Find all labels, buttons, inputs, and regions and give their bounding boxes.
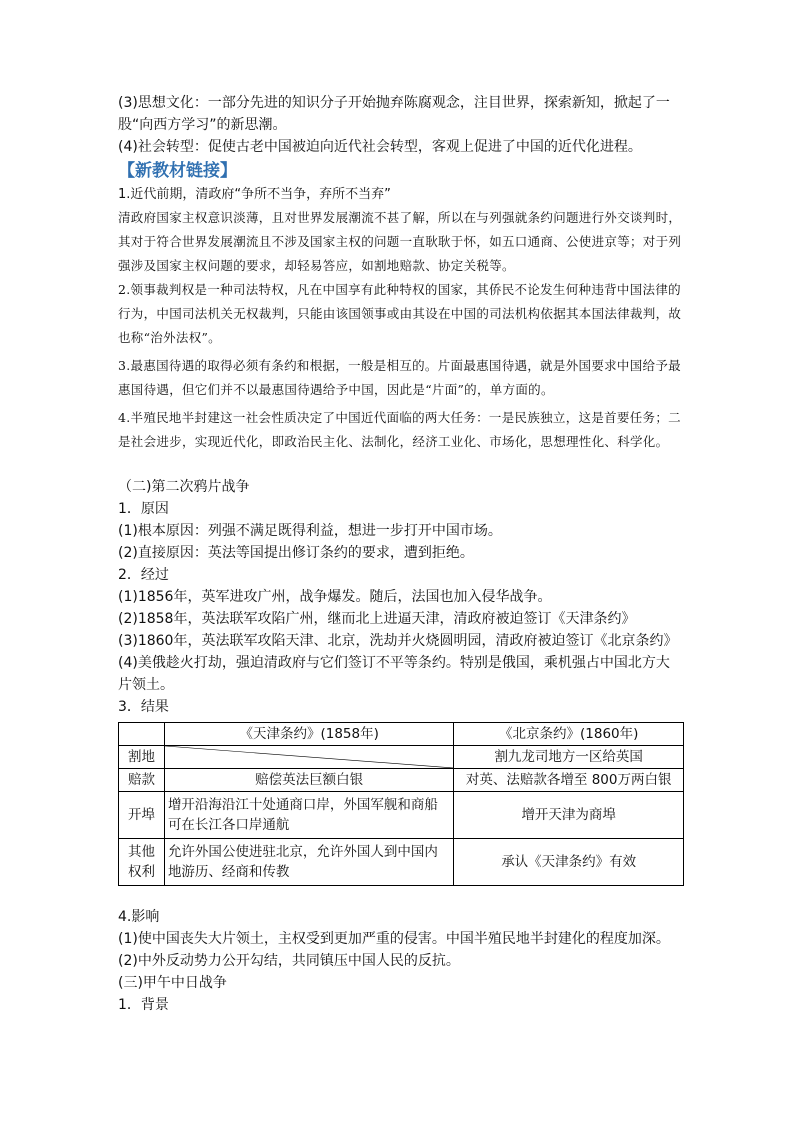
row-label-line1: 其他 [127,844,155,860]
cell-beijing: 承认《天津条约》有效 [454,839,684,886]
war2-impact2: (2)中外反动势力公开勾结，共同镇压中国人民的反抗。 [118,953,460,969]
link-section-heading: 【新教材链接】 [118,161,237,181]
cell-beijing: 割九龙司地方一区给英国 [454,746,684,769]
table-header-beijing: 《北京条约》(1860年) [454,723,684,746]
war2-cause2: (2)直接原因：英法等国提出修订条约的要求，遭到拒绝。 [118,545,474,561]
war2-result-heading: 3．结果 [118,699,169,715]
table-row [119,746,684,769]
intro-p3-line2: 股“向西方学习”的新思潮。 [118,117,287,133]
war3-title: (三)甲午中日战争 [118,975,227,991]
table-header-tianjin: 《天津条约》(1858年) [164,723,453,746]
war2-cause1: (1)根本原因：列强不满足既得利益，想进一步打开中国市场。 [118,523,502,539]
spacer [118,454,688,476]
row-label: 赔款 [119,769,165,792]
war2-proc4-line1: (4)美俄趁火打劫，强迫清政府与它们签订不平等条约。特别是俄国，乘机强占中国北方大 [118,655,670,671]
war2-proc2: (2)1858年，英法联军攻陷广州，继而北上进逼天津，清政府被迫签订《天津条约》 [118,611,636,627]
table-row [119,792,684,839]
war2-proc4-line2: 片领土。 [118,677,174,693]
war2-cause-heading: 1．原因 [118,501,169,517]
diagonal-empty-cell [164,746,453,769]
row-label: 开埠 [119,792,165,839]
table-row [119,839,684,886]
cell-beijing: 增开天津为商埠 [454,792,684,839]
link-item2: 2.领事裁判权是一种司法特权，凡在中国享有此种特权的国家，其侨民不论发生何种违背中国法律的行为，中国司法机关无权裁判，只能由该国领事或由其设在中国的司法机构依据其本国法律裁判，故也称“治外法权”。 [118,282,682,345]
cell-tianjin: 允许外国公使进驻北京，允许外国人到中国内地游历、经商和传教 [164,839,453,886]
cell-beijing: 对英、法赔款各增至 800万两白银 [454,769,684,792]
war3-background-heading: 1．背景 [118,997,169,1013]
cell-tianjin: 赔偿英法巨额白银 [164,769,453,792]
cell-tianjin: 增开沿海沿江十处通商口岸，外国军舰和商船可在长江各口岸通航 [164,792,453,839]
war2-impact-heading: 4.影响 [118,909,160,925]
table-corner-cell [119,723,165,746]
intro-p4: (4)社会转型：促使古老中国被迫向近代社会转型，客观上促进了中国的近代化进程。 [118,139,642,155]
row-label [119,839,165,886]
war2-proc3: (3)1860年，英法联军攻陷天津、北京，洗劫并火烧圆明园，清政府被迫签订《北京条约》 [118,633,678,649]
row-label-line2: 权利 [127,864,155,880]
spacer [118,886,688,906]
war2-impact1: (1)使中国丧失大片领土，主权受到更加严重的侵害。中国半殖民地半封建化的程度加深。 [118,931,670,947]
table-row [119,769,684,792]
table-header-row [119,723,684,746]
war2-title: （二)第二次鸦片战争 [118,479,250,495]
link-item4: 4.半殖民地半封建这一社会性质决定了中国近代面临的两大任务：一是民族独立，这是首要任务；二是社会进步，实现近代化，即政治民主化、法制化，经济工业化、市场化，思想理性化、科学化。 [118,410,681,449]
diagonal-line [165,746,453,768]
intro-p3-line1: (3)思想文化：一部分先进的知识分子开始抛弃陈腐观念，注目世界，探索新知，掀起了一 [118,95,670,111]
link-item3: 3.最惠国待遇的取得必须有条约和根据，一般是相互的。片面最惠国待遇，就是外国要求中国给予最惠国待遇，但它们并不以最惠国待遇给予中国，因此是“片面”的，单方面的。 [118,358,681,397]
treaty-table [118,722,684,886]
row-label: 割地 [119,746,165,769]
link-item1-title: 1.近代前期，清政府“争所不当争，弃所不当弃” [118,187,391,202]
war2-process-heading: 2．经过 [118,567,169,583]
war2-proc1: (1)1856年，英军进攻广州，战争爆发。随后，法国也加入侵华战争。 [118,589,552,605]
page-content [118,92,688,1016]
link-item1-body: 清政府国家主权意识淡薄，且对世界发展潮流不甚了解，所以在与列强就条约问题进行外交谈判时，其对于符合世界发展潮流且不涉及国家主权的问题一直耿耿于怀，如五口通商、公使进京等；对于列强涉及国家主权问题的要求，却轻易答应，如割地赔款、协定关税等。 [118,210,682,273]
